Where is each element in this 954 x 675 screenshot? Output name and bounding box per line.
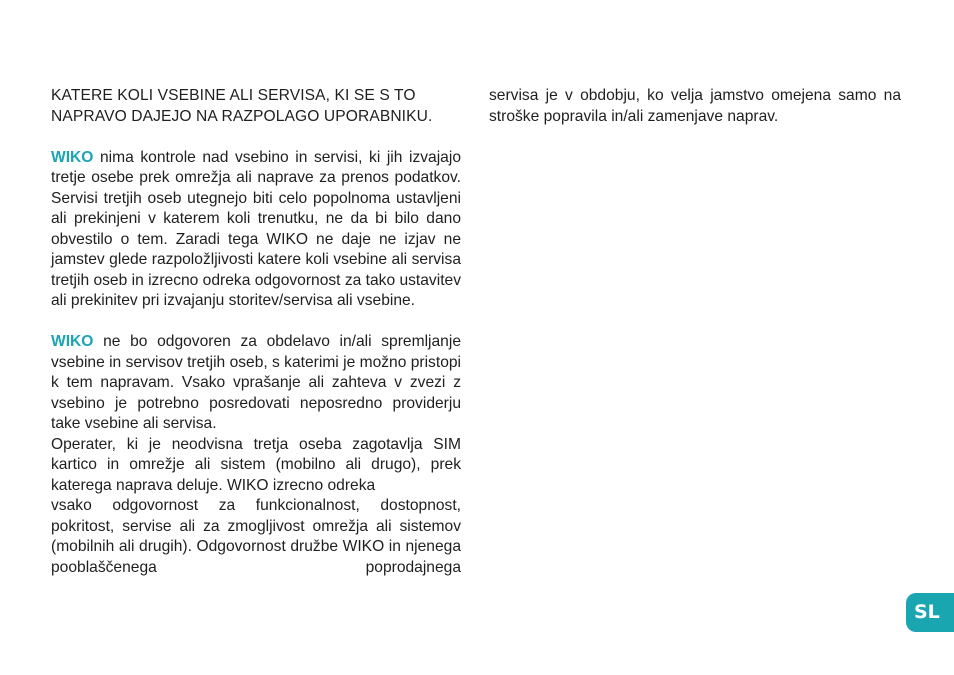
brand-name: WIKO bbox=[51, 148, 94, 166]
paragraph-operator: Operater, ki je neodvisna tretja oseba zagotavlja SIM kartico in omrežje ali sistem (mobilno ali drugo), prek katerega naprava deluje. WIKO izrecno odreka bbox=[51, 435, 461, 494]
right-column bbox=[489, 86, 901, 127]
paragraph-text: nima kontrole nad vsebino in servisi, ki jih izvajajo tretje osebe prek omrežja ali naprave za prenos podatkov. Servisi tretjih oseb utegnejo biti celo popolnoma ustavljeni ali prekinjeni v katerem koli trenutku, ne da bi bilo dano obvestilo o tem. Zaradi tega WIKO ne daje ne izjav ne jamstev glede razpoložljivosti katere koli vsebine ali servisa tretjih oseb in izrecno odreka odgovornost za tako ustavitev ali prekinitev pri izvajanju storitev/servisa ali vsebine. bbox=[51, 148, 461, 309]
section-heading: KATERE KOLI VSEBINE ALI SERVISA, KI SE S TO NAPRAVO DAJEJO NA RAZPOLAGO UPORABNIKU. bbox=[51, 87, 433, 125]
paragraph-wiko-content-control bbox=[51, 148, 461, 312]
paragraph-warranty: servisa je v obdobju, ko velja jamstvo omejena samo na stroške popravila in/ali zamenjave naprav. bbox=[489, 87, 901, 125]
left-column bbox=[51, 86, 461, 578]
paragraph-text: ne bo odgovoren za obdelavo in/ali spremljanje vsebine in servisov tretjih oseb, s katerimi je možno pristopi k tem napravam. Vsako vprašanje ali zahteva v zvezi z vsebino je potrebno posredovati neposredno providerju take vsebine ali servisa. bbox=[51, 333, 461, 432]
paragraph-wiko-processing bbox=[51, 332, 461, 435]
language-tab: SL bbox=[906, 593, 954, 632]
paragraph-liability: vsako odgovornost za funkcionalnost, dostopnost, pokritost, servise ali za zmogljivost omrežja ali sistemov (mobilnih ali drugih). Odgovornost družbe WIKO in njenega pooblaščenega poprodajnega bbox=[51, 497, 461, 576]
brand-name: WIKO bbox=[51, 333, 94, 350]
